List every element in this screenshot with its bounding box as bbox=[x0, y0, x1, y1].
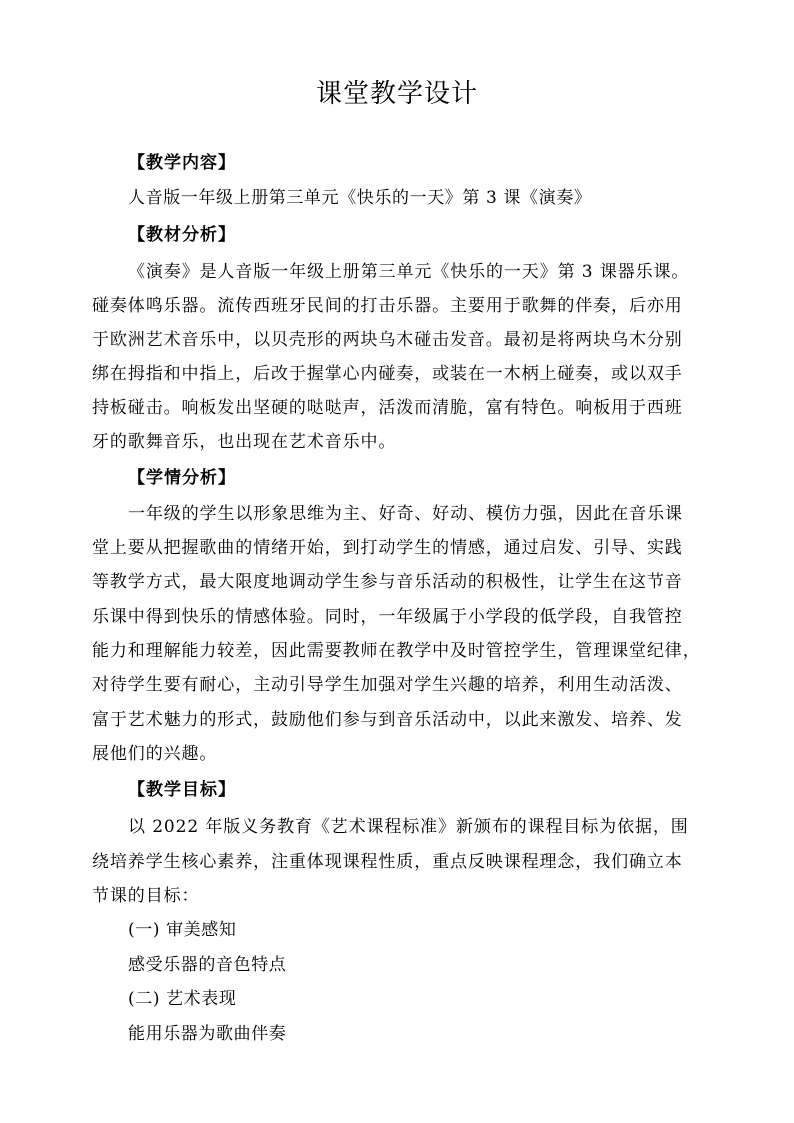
goals-line: 绕培养学生核心素养，注重体现课程性质，重点反映课程理念，我们确立本 bbox=[92, 852, 683, 872]
material-line: 绑在拇指和中指上，后改于握掌心内碰奏，或装在一木柄上碰奏，或以双手 bbox=[92, 364, 683, 384]
section-heading-students: 【学情分析】 bbox=[128, 468, 236, 488]
goals-line: 节课的目标： bbox=[92, 886, 200, 906]
goal-subheading: (一) 审美感知 bbox=[128, 920, 237, 940]
material-line: 于欧洲艺术音乐中，以贝壳形的两块乌木碰击发音。最初是将两块乌木分别 bbox=[92, 330, 683, 350]
students-line: 对待学生要有耐心，主动引导学生加强对学生兴趣的培养，利用生动活泼、 bbox=[92, 675, 683, 695]
section-heading-content: 【教学内容】 bbox=[128, 153, 236, 173]
students-line: 能力和理解能力较差，因此需要教师在教学中及时管控学生，管理课堂纪律， bbox=[92, 641, 701, 661]
students-line: 堂上要从把握歌曲的情绪开始，到打动学生的情感，通过启发、引导、实践 bbox=[92, 538, 683, 558]
material-line: 《演奏》是人音版一年级上册第三单元《快乐的一天》第 3 课器乐课。 bbox=[128, 262, 690, 282]
material-line: 持板碰击。响板发出坚硬的哒哒声，活泼而清脆，富有特色。响板用于西班 bbox=[92, 398, 683, 418]
goal-subheading: (二) 艺术表现 bbox=[128, 989, 237, 1009]
students-line: 一年级的学生以形象思维为主、好奇、好动、模仿力强，因此在音乐课 bbox=[128, 504, 683, 524]
goal-item: 感受乐器的音色特点 bbox=[128, 955, 287, 975]
section-heading-material: 【教材分析】 bbox=[128, 225, 236, 245]
students-line: 乐课中得到快乐的情感体验。同时，一年级属于小学段的低学段，自我管控 bbox=[92, 607, 683, 627]
page-title: 课堂教学设计 bbox=[315, 79, 478, 109]
students-line: 等教学方式，最大限度地调动学生参与音乐活动的积极性，让学生在这节音 bbox=[92, 572, 683, 592]
material-line: 碰奏体鸣乐器。流传西班牙民间的打击乐器。主要用于歌舞的伴奏，后亦用 bbox=[92, 296, 683, 316]
students-line: 富于艺术魅力的形式，鼓励他们参与到音乐活动中，以此来激发、培养、发 bbox=[92, 710, 683, 730]
content-text: 人音版一年级上册第三单元《快乐的一天》第 3 课《演奏》 bbox=[128, 188, 592, 208]
students-line: 展他们的兴趣。 bbox=[92, 744, 218, 764]
section-heading-goals: 【教学目标】 bbox=[128, 780, 236, 800]
goals-line: 以 2022 年版义务教育《艺术课程标准》新颁布的课程目标为依据，围 bbox=[128, 817, 689, 837]
goal-item: 能用乐器为歌曲伴奏 bbox=[128, 1024, 287, 1044]
material-line: 牙的歌舞音乐，也出现在艺术音乐中。 bbox=[92, 432, 397, 452]
